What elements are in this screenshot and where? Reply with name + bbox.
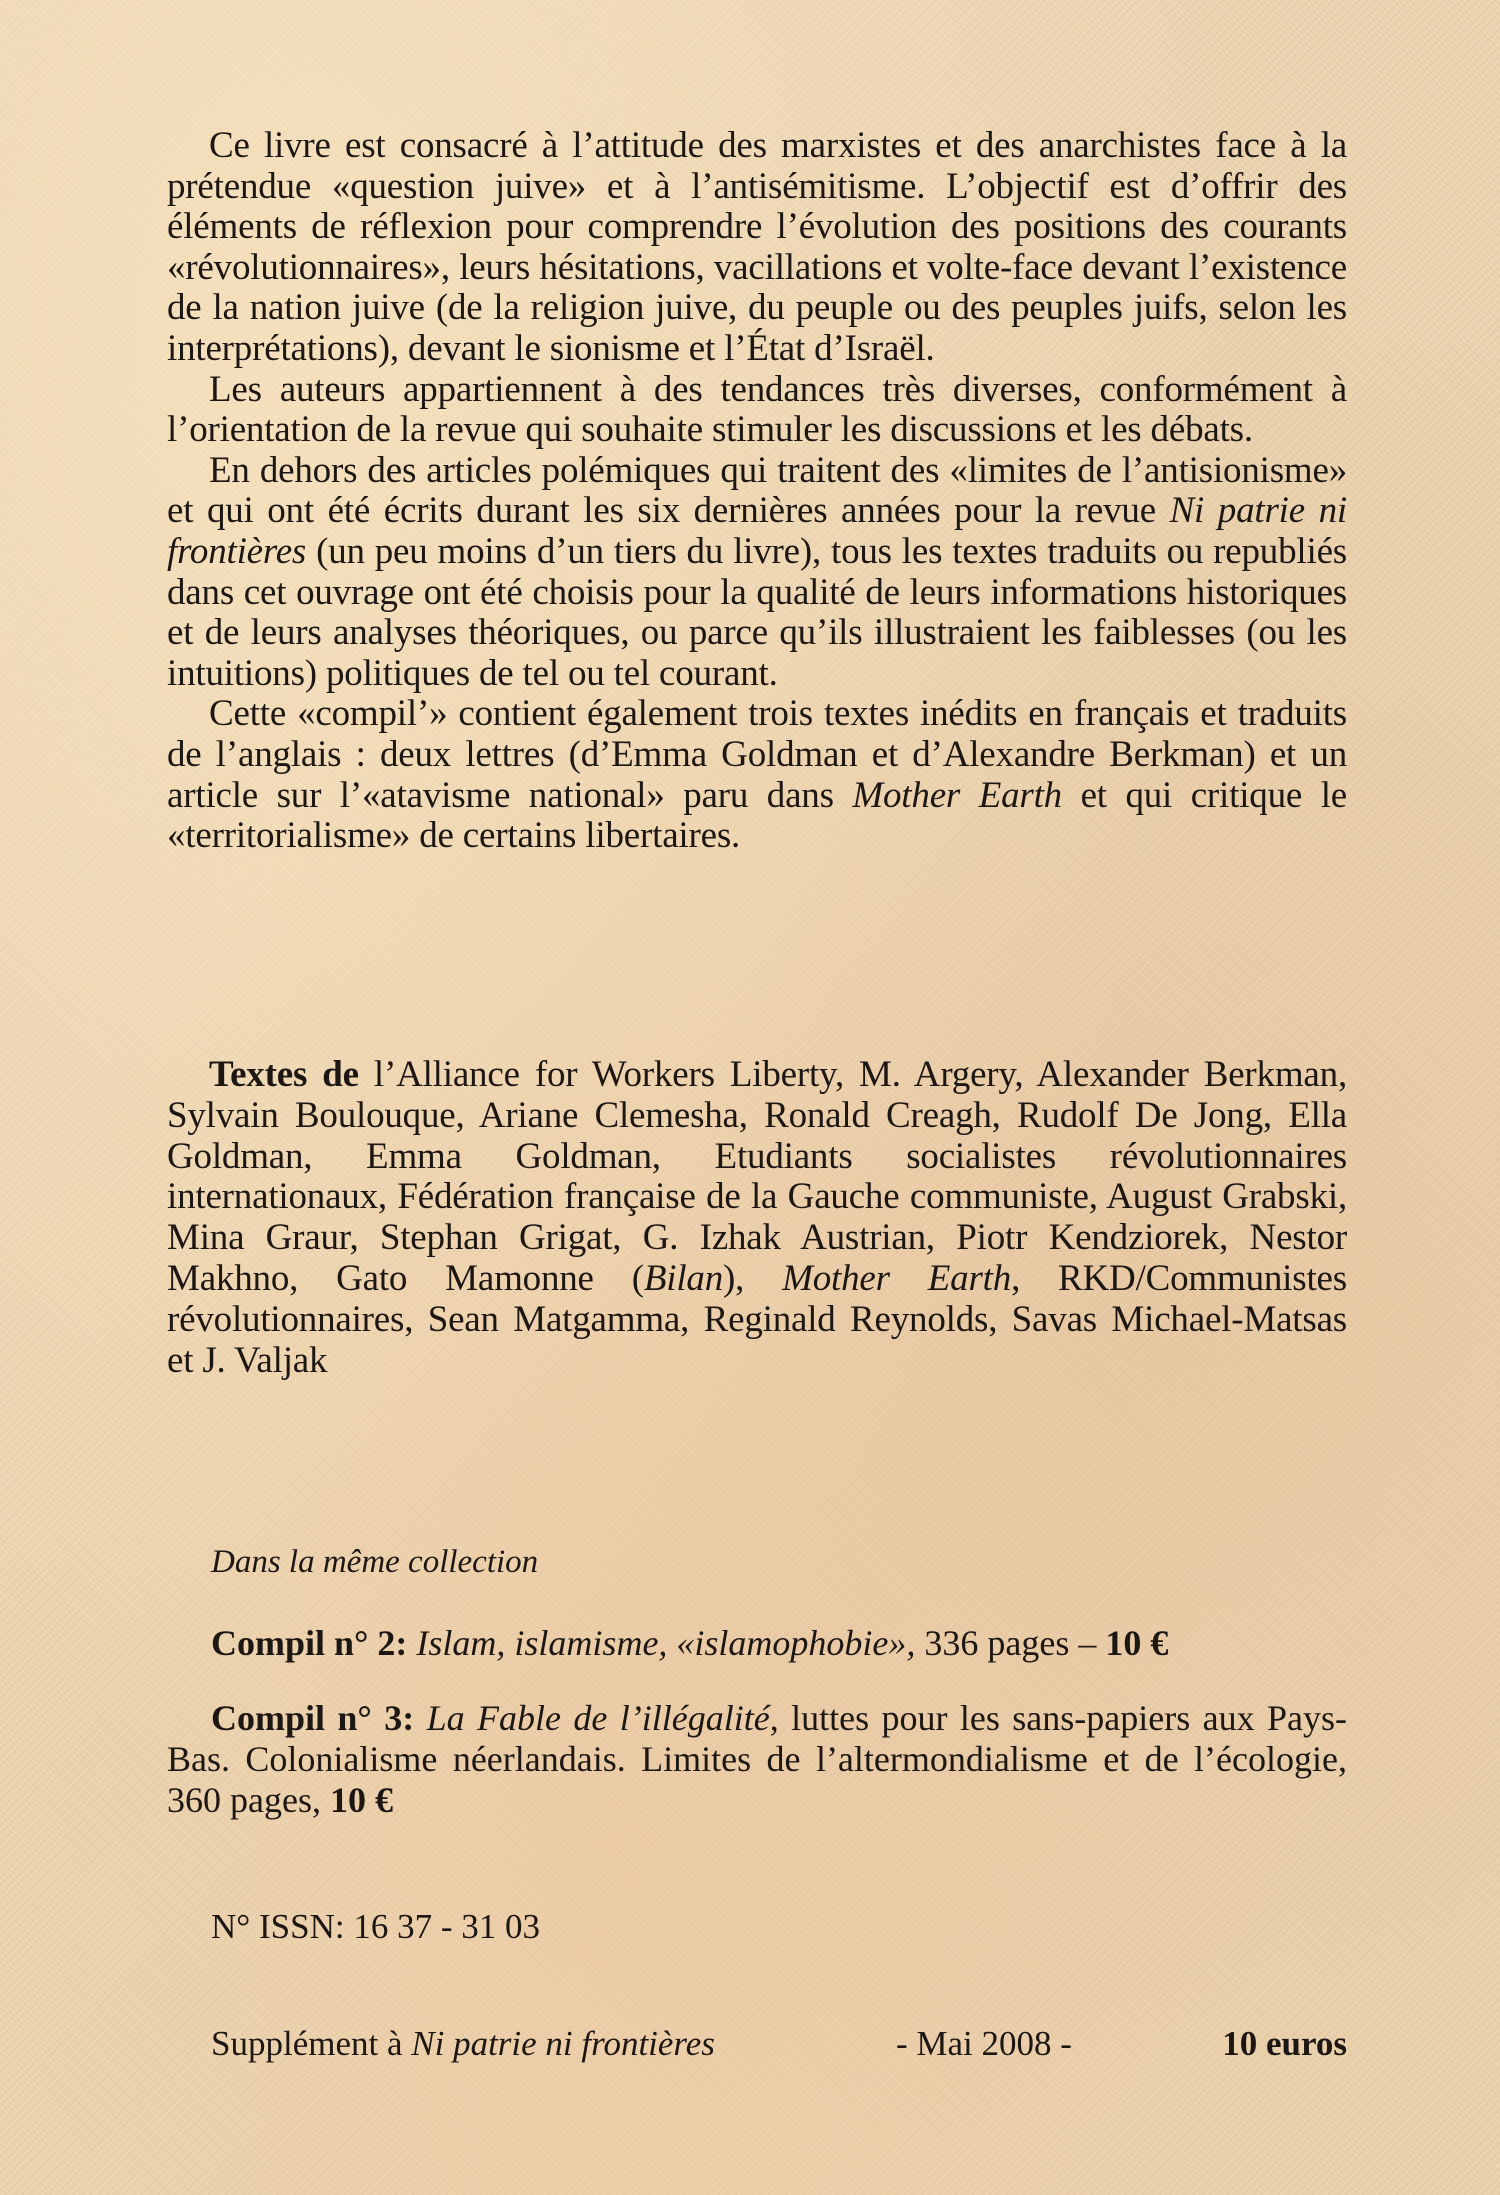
compil-3-entry [167, 1698, 1347, 1821]
collection-heading: Dans la même collection [211, 1544, 539, 1580]
text-run: 336 pages – [915, 1623, 1106, 1663]
collection-section [167, 1544, 1347, 1820]
text-run: ), [723, 1257, 783, 1299]
italic-title-run: Islam, islamisme, «islamophobie», [416, 1623, 916, 1663]
authors-section [167, 1055, 1347, 1381]
bold-run: Compil n° 3: [211, 1698, 427, 1738]
text-run: (un peu moins d’un tiers du livre), tous les textes traduits ou republiés dans cet ouvrage ont été choisis pour la qualité de leurs informations historiques et de leurs analyses théoriques, ou parce qu’ils illustraient les faiblesses (ou les intuitions) politiques de tel ou tel courant. [167, 530, 1347, 694]
text-run: et qui critique le «territorialisme» de certains libertaires. [167, 774, 1347, 857]
supplement-prefix: Supplément à [211, 2024, 412, 2063]
footer-line [211, 2024, 1347, 2068]
intro-paragraph [167, 370, 1347, 451]
supplement-title: Ni patrie ni frontières [411, 2024, 715, 2063]
italic-title-run: Bilan [643, 1257, 724, 1299]
intro-paragraph [167, 126, 1347, 370]
text-run: En dehors des articles polémiques qui traitent des «limites de l’antisionisme» et qui ont été écrits durant les six dernières années pour la revue [167, 449, 1347, 532]
intro-paragraph [167, 694, 1347, 856]
intro-text [167, 126, 1347, 857]
compil-2-entry [211, 1623, 1347, 1664]
text-run: , luttes pour les sans-papiers aux Pays-Bas. Colonialisme néerlandais. Limites de l’altermondialisme et de l’écologie, 360 pages, [167, 1698, 1347, 1820]
italic-title-run: Mother Earth [852, 774, 1062, 816]
bold-run: Compil n° 2: [211, 1623, 417, 1663]
intro-paragraph [167, 451, 1347, 695]
supplement-note [211, 2024, 715, 2064]
text-run: Ce livre est consacré à l’attitude des marxistes et des anarchistes face à la prétendue «question juive» et à l’antisémitisme. L’objectif est d’offrir des éléments de réflexion pour comprendre l’évolution des positions des courants «révolutionnaires», leurs hésitations, vacillations et volte-face devant l’existence de la nation juive (de la religion juive, du peuple ou des peuples juifs, selon les interprétations), devant le sionisme et l’État d’Israël. [167, 125, 1347, 369]
authors-paragraph [167, 1055, 1347, 1381]
italic-title-run: Mother Earth [782, 1257, 1012, 1299]
issn-number: N° ISSN: 16 37 - 31 03 [211, 1907, 541, 1946]
publication-date: - Mai 2008 - [896, 2024, 1072, 2063]
italic-title-run: La Fable de l’illégalité [426, 1698, 770, 1738]
bold-run: Textes de [209, 1054, 359, 1095]
italic-title-run: Ni patrie ni frontières [167, 490, 1347, 572]
text-run: , RKD/Communistes révolutionnaires, Sean Matgamma, Reginald Reynolds, Savas Michael-Matsas et J. Valjak [167, 1257, 1347, 1381]
bold-run: 10 € [329, 1780, 393, 1820]
text-run: l’Alliance for Workers Liberty, M. Argery, Alexander Berkman, Sylvain Boulouque, Ariane Clemesha, Ronald Creagh, Rudolf De Jong, Ella Goldman, Emma Goldman, Etudiants socialistes révolutionnaires internationaux, Fédération française de la Gauche communiste, August Grabski, Mina Graur, Stephan Grigat, G. Izhak Austrian, Piotr Kendziorek, Nestor Makhno, Gato Mamonne ( [167, 1054, 1347, 1299]
price: 10 euros [1222, 2024, 1347, 2063]
text-run: Les auteurs appartiennent à des tendances très diverses, conformément à l’orientation de la revue qui souhaite stimuler les discussions et les débats. [167, 368, 1347, 451]
bold-run: 10 € [1105, 1623, 1169, 1663]
text-run: Cette «compil’» contient également trois textes inédits en français et traduits de l’anglais : deux lettres (d’Emma Goldman et d’Alexandre Berkman) et un article sur l’«atavisme national» paru dans [167, 693, 1347, 816]
